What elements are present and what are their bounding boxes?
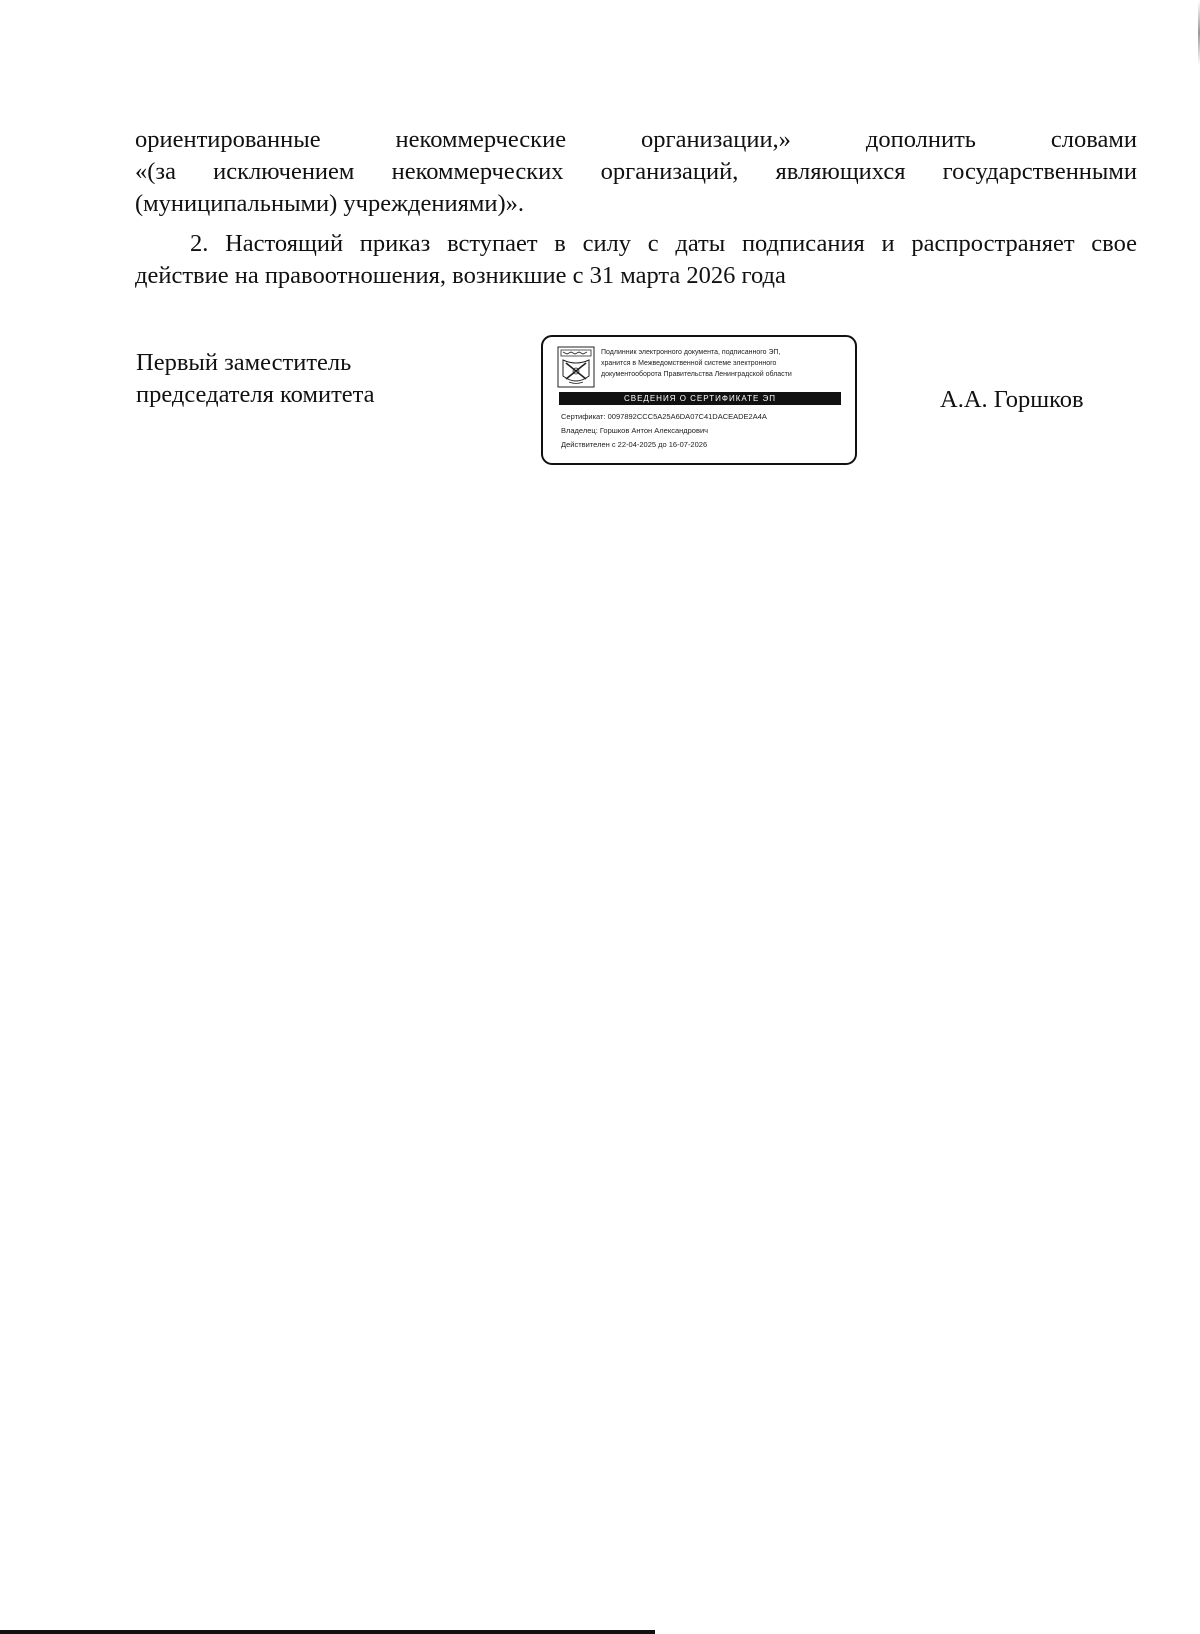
stamp-header-line: Подлинник электронного документа, подписанного ЭП,: [601, 349, 781, 356]
stamp-title-bar: СВЕДЕНИЯ О СЕРТИФИКАТЕ ЭП: [559, 392, 841, 405]
certificate-validity: Действителен с 22-04-2025 до 16-07-2026: [561, 440, 708, 449]
stamp-header-line: хранится в Межведомственной системе электронного: [601, 360, 777, 367]
paragraph-amendment: [135, 124, 1137, 220]
stamp-header-line: документооборота Правительства Ленинградской области: [601, 371, 792, 378]
scan-edge-line: [0, 1630, 655, 1634]
signer-position: [136, 347, 375, 411]
paragraph-line: 2. Настоящий приказ вступает в силу с даты подписания и распространяет свое: [190, 230, 1137, 257]
coat-of-arms-icon: [557, 346, 595, 388]
certificate-owner: Владелец: Горшков Антон Александрович: [561, 426, 709, 435]
stamp-header: [601, 347, 846, 380]
signer-position-line: председателя комитета: [136, 381, 375, 408]
paragraph-effective-date: [135, 228, 1137, 292]
paragraph-line: действие на правоотношения, возникшие с 31 марта 2026 года: [135, 262, 786, 289]
signer-name: А.А. Горшков: [940, 386, 1084, 413]
signer-position-line: Первый заместитель: [136, 349, 352, 376]
stamp-details: [561, 410, 853, 452]
paragraph-line: ориентированные некоммерческие организации,» дополнить словами: [135, 126, 1137, 153]
electronic-signature-stamp: [541, 335, 857, 465]
paragraph-line: «(за исключением некоммерческих организаций, являющихся государственными: [135, 158, 1137, 185]
certificate-number: Сертификат: 0097892CCC5A25A6DA07C41DACEADE2A4A: [561, 412, 767, 421]
paragraph-line: (муниципальными) учреждениями)».: [135, 190, 525, 217]
